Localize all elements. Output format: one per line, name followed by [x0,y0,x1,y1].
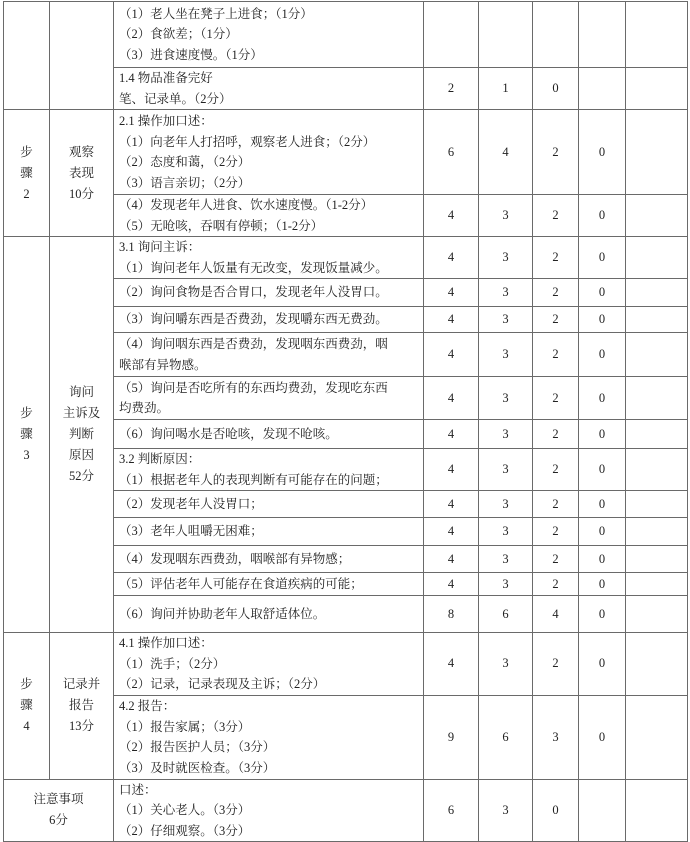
score-cell-5 [626,2,688,68]
score-cell-5 [626,110,688,195]
score-cell-1: 4 [424,333,479,377]
score-cell-5 [626,307,688,333]
criteria-cell [114,518,424,546]
score-cell-1: 4 [424,420,479,449]
score-cell-2: 3 [479,237,533,279]
score-cell-3: 2 [533,449,579,491]
score-cell-1: 2 [424,68,479,110]
criteria-line: 均费劲。 [119,401,170,415]
score-cell-2 [479,2,533,68]
score-cell-3: 4 [533,596,579,633]
score-cell-3 [533,2,579,68]
score-cell-1: 4 [424,633,479,696]
step-name-line: 原因 [68,448,94,462]
criteria-cell [114,2,424,68]
score-cell-2: 3 [479,633,533,696]
score-cell-4: 0 [579,279,626,307]
criteria-line: （4）询问咽东西是否费劲，发现咽东西费劲，咽 [119,337,388,351]
criteria-line: （5）询问是否吃所有的东西均费劲，发现吃东西 [119,380,388,395]
score-cell-2: 3 [479,195,533,237]
step-label-line: 2 [23,186,30,201]
criteria-line: （3）老年人咀嚼无困难； [119,524,263,539]
criteria-cell [114,596,424,633]
score-cell-3: 2 [533,307,579,333]
criteria-line: （1）向老年人打招呼，观察老人进食；（2分） [119,134,376,149]
score-cell-4: 0 [579,195,626,237]
score-cell-2: 3 [479,307,533,333]
score-cell-5 [626,420,688,449]
criteria-line: （2）报告医护人员；（3分） [119,740,276,754]
criteria-line: （4）发现咽东西费劲，咽喉部有异物感； [119,551,351,566]
criteria-line: （1）关心老人。（3分） [119,803,251,817]
score-cell-5 [626,695,688,779]
criteria-cell [114,68,424,110]
score-cell-2: 1 [479,68,533,110]
score-cell-3: 2 [533,518,579,546]
score-cell-5 [626,573,688,596]
criteria-cell [114,110,424,195]
step-label [4,2,50,110]
score-cell-4 [579,779,626,842]
score-cell-1: 4 [424,195,479,237]
step-label [4,633,50,780]
score-cell-4: 0 [579,491,626,518]
score-cell-2: 3 [479,333,533,377]
step-label-line: 步 [20,144,33,159]
criteria-line: （2）食欲差；（1分） [119,27,238,42]
table-row [4,633,688,696]
criteria-line: （3）及时就医检查。（3分） [119,760,276,775]
criteria-line: （6）询问并协助老年人取舒适体位。 [119,606,326,621]
criteria-line: 2.1 操作加口述： [119,114,213,128]
score-cell-4: 0 [579,695,626,779]
step-label [4,110,50,237]
score-cell-2: 3 [479,449,533,491]
score-cell-1: 4 [424,573,479,596]
score-cell-3: 2 [533,377,579,420]
score-cell-5 [626,596,688,633]
section-label [4,779,114,842]
criteria-cell [114,449,424,491]
score-cell-3: 2 [533,573,579,596]
criteria-line: （3）进食速度慢。（1分） [119,47,263,62]
criteria-cell [114,695,424,779]
criteria-cell [114,279,424,307]
score-cell-5 [626,518,688,546]
score-cell-4: 0 [579,596,626,633]
score-cell-3: 3 [533,695,579,779]
step-label-line: 骤 [20,165,33,180]
step-name-line: 判断 [68,427,94,441]
criteria-cell [114,377,424,420]
score-cell-5 [626,195,688,237]
criteria-line: （2）仔细观察。（3分） [119,823,251,838]
criteria-cell [114,779,424,842]
criteria-line: 4.1 操作加口述： [119,636,213,650]
step-name-line: 观察 [68,144,94,159]
section-label-line: 注意事项 [33,792,84,807]
criteria-line: （1）洗手；（2分） [119,656,226,671]
criteria-line: （2）询问食物是否合胃口，发现老年人没胃口。 [119,285,388,300]
step-label-line: 4 [23,719,30,734]
score-cell-3: 2 [533,110,579,195]
step-name [50,237,114,633]
criteria-line: （1）根据老年人的表现判断有可能存在的问题； [119,472,388,487]
criteria-cell [114,420,424,449]
score-cell-4: 0 [579,307,626,333]
score-cell-5 [626,546,688,573]
score-cell-1: 6 [424,779,479,842]
score-cell-3: 2 [533,420,579,449]
criteria-line: （1）询问老年人饭量有无改变，发现饭量减少。 [119,260,388,275]
score-cell-4 [579,68,626,110]
criteria-line: 笔、记录单。（2分） [119,91,232,106]
table-row [4,110,688,195]
score-cell-1: 4 [424,518,479,546]
criteria-line: （1）报告家属；（3分） [119,719,251,734]
score-cell-2: 3 [479,377,533,420]
step-name [50,2,114,110]
score-cell-1: 4 [424,279,479,307]
criteria-line: （2）态度和蔼，（2分） [119,155,251,169]
score-cell-5 [626,279,688,307]
score-cell-3: 0 [533,779,579,842]
criteria-cell [114,491,424,518]
score-cell-4: 0 [579,420,626,449]
criteria-cell [114,195,424,237]
step-name-line: 10分 [68,186,94,201]
score-cell-5 [626,333,688,377]
step-label [4,237,50,633]
score-cell-2: 6 [479,695,533,779]
score-cell-3: 2 [533,279,579,307]
step-name-line: 询问 [68,385,94,399]
step-name-line: 13分 [68,719,94,734]
step-name-line: 52分 [68,469,94,483]
score-cell-2: 3 [479,420,533,449]
score-cell-1: 4 [424,491,479,518]
criteria-line: （2）发现老年人没胃口； [119,496,263,511]
score-cell-1: 4 [424,546,479,573]
score-cell-2: 3 [479,546,533,573]
criteria-line: （3）询问嚼东西是否费劲，发现嚼东西无费劲。 [119,312,388,327]
section-label-line: 6分 [49,813,68,828]
criteria-line: 3.2 判断原因： [119,452,201,466]
step-name-line: 记录并 [62,677,101,692]
table-row [4,779,688,842]
score-cell-1: 8 [424,596,479,633]
criteria-cell [114,633,424,696]
criteria-line: （5）评估老年人可能存在食道疾病的可能； [119,576,363,591]
score-cell-4: 0 [579,518,626,546]
score-cell-2: 3 [479,573,533,596]
score-cell-4: 0 [579,110,626,195]
score-cell-4: 0 [579,633,626,696]
score-cell-3: 0 [533,68,579,110]
score-cell-1: 4 [424,449,479,491]
criteria-line: （6）询问喝水是否呛咳，发现不呛咳。 [119,426,338,441]
criteria-line: 3.1 询问主诉： [119,240,201,254]
table-row [4,2,688,68]
criteria-line: （4）发现老年人进食、饮水速度慢。（1-2分） [119,198,374,212]
score-cell-4: 0 [579,573,626,596]
score-cell-4: 0 [579,237,626,279]
table-row [4,237,688,279]
step-name-line: 主诉及 [62,406,101,420]
score-cell-2: 3 [479,779,533,842]
criteria-line: （2）记录，记录表现及主诉；（2分） [119,677,326,691]
step-label-line: 步 [20,677,33,692]
score-cell-4 [579,2,626,68]
score-cell-3: 2 [533,633,579,696]
criteria-cell [114,333,424,377]
score-cell-5 [626,779,688,842]
step-name-line: 报告 [68,698,94,713]
score-cell-5 [626,449,688,491]
score-cell-2: 3 [479,491,533,518]
score-cell-1: 4 [424,307,479,333]
score-cell-3: 2 [533,237,579,279]
step-label-line: 骤 [20,427,33,441]
criteria-line: 口述： [119,782,157,797]
score-cell-5 [626,68,688,110]
score-cell-4: 0 [579,377,626,420]
score-cell-5 [626,237,688,279]
step-name [50,633,114,780]
score-cell-5 [626,377,688,420]
score-cell-2: 4 [479,110,533,195]
score-cell-3: 2 [533,195,579,237]
step-label-line: 骤 [20,698,33,713]
criteria-cell [114,546,424,573]
criteria-line: 喉部有异物感。 [119,357,207,372]
score-cell-5 [626,633,688,696]
score-cell-5 [626,491,688,518]
criteria-line: （5）无呛咳，吞咽有停顿；（1-2分） [119,218,324,233]
score-cell-3: 2 [533,546,579,573]
criteria-cell [114,237,424,279]
score-cell-2: 6 [479,596,533,633]
score-cell-2: 3 [479,518,533,546]
step-label-line: 3 [23,448,30,462]
score-cell-4: 0 [579,449,626,491]
score-cell-1: 6 [424,110,479,195]
score-cell-1: 4 [424,237,479,279]
criteria-line: （1）老人坐在凳子上进食；（1分） [119,6,313,21]
step-name [50,110,114,237]
score-cell-1: 9 [424,695,479,779]
score-cell-4: 0 [579,333,626,377]
score-cell-1: 4 [424,377,479,420]
criteria-line: （3）语言亲切；（2分） [119,175,251,190]
score-cell-1 [424,2,479,68]
scoring-table [3,1,688,842]
score-cell-2: 3 [479,279,533,307]
criteria-cell [114,573,424,596]
criteria-cell [114,307,424,333]
score-cell-4: 0 [579,546,626,573]
criteria-line: 1.4 物品准备完好 [119,71,213,85]
criteria-line: 4.2 报告： [119,699,176,713]
step-label-line: 步 [20,406,33,420]
score-cell-3: 2 [533,333,579,377]
score-cell-3: 2 [533,491,579,518]
step-name-line: 表现 [68,165,94,180]
